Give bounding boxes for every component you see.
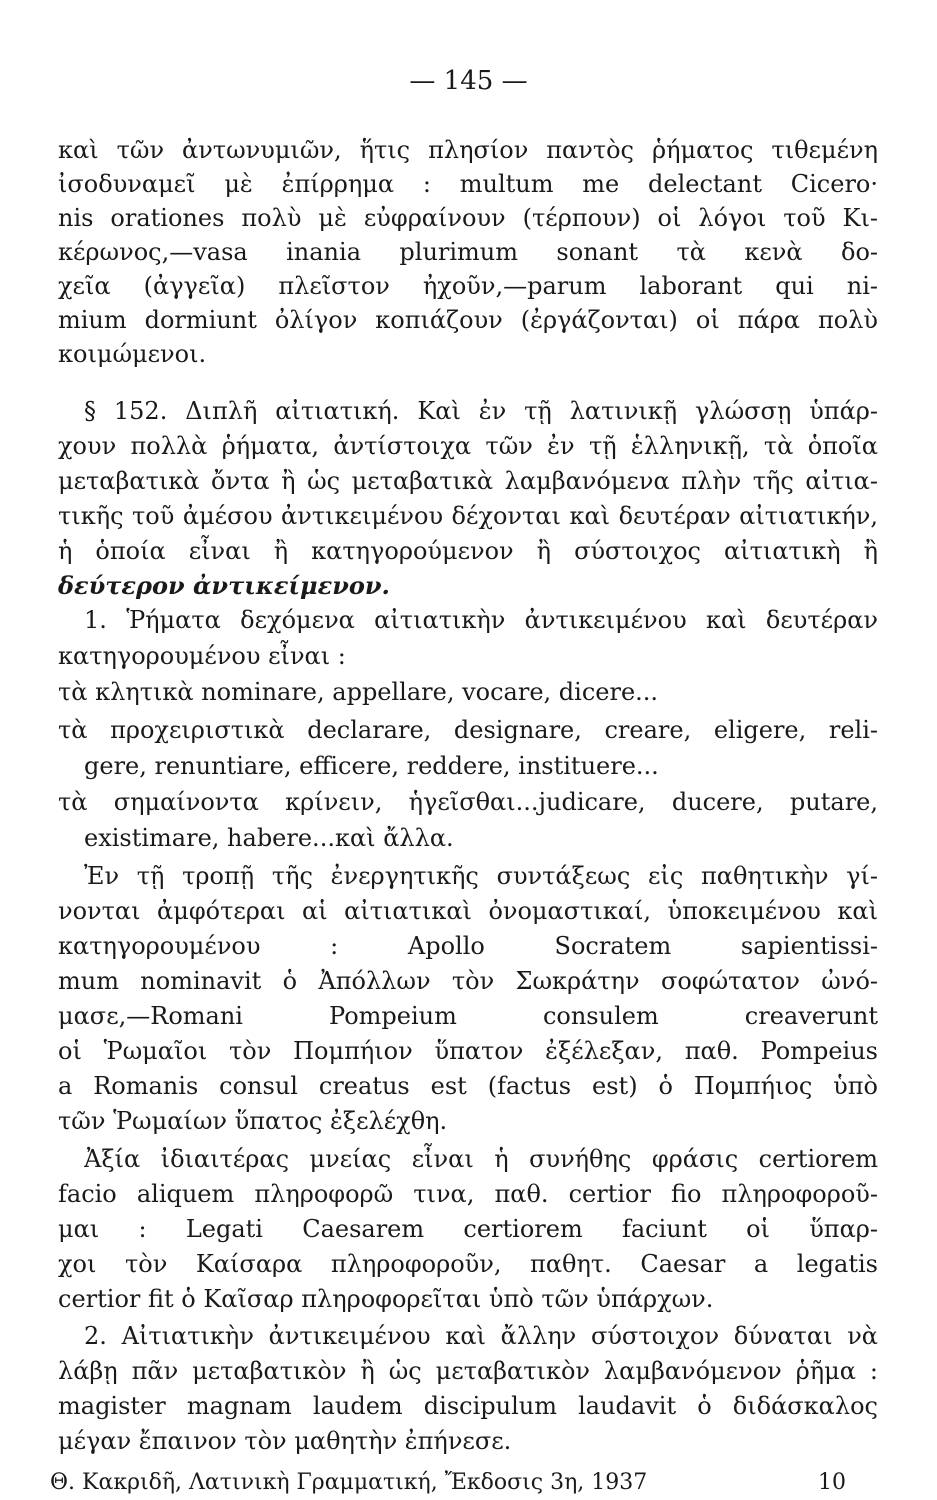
text-line: τὰ σημαίνοντα κρίνειν, ἡγεῖσθαι...judicare, ducere, putare, bbox=[58, 788, 878, 816]
text-line: gere, renuntiare, efficere, reddere, instituere... bbox=[84, 752, 659, 780]
text-line: χεῖα (ἀγγεῖα) πλεῖστον ἠχοῦν,—parum laborant qui ni- bbox=[58, 272, 878, 300]
text-line: facio aliquem πληροφορῶ τινα, παθ. certior fio πληροφοροῦ- bbox=[58, 1180, 878, 1208]
text-line: οἱ Ῥωμαῖοι τὸν Πομπήιον ὕπατον ἐξέλεξαν, παθ. Pompeius bbox=[58, 1037, 878, 1065]
text-line: χοι τὸν Καίσαρα πληροφοροῦν, παθητ. Caesar a legatis bbox=[58, 1250, 878, 1278]
text-line: κατηγορουμένου εἶναι : bbox=[58, 642, 346, 670]
text-line: τὰ κλητικὰ nominare, appellare, vocare, dicere... bbox=[58, 678, 659, 706]
text-line: κέρωνος,—vasa inania plurimum sonant τὰ κενὰ δο- bbox=[58, 238, 878, 266]
text-line: χουν πολλὰ ῥήματα, ἀντίστοιχα τῶν ἐν τῇ ἑλληνικῇ, τὰ ὁποῖα bbox=[58, 432, 878, 460]
text-line: καὶ τῶν ἀντωνυμιῶν, ἥτις πλησίον παντὸς ῥήματος τιθεμένη bbox=[58, 136, 878, 164]
text-line: δεύτερον ἀντικείμενον. bbox=[58, 571, 390, 600]
text-line: τῶν Ῥωμαίων ὕπατος ἐξελέχθη. bbox=[58, 1107, 448, 1135]
text-line: Ἐν τῇ τροπῇ τῆς ἐνεργητικῆς συντάξεως εἰς παθητικὴν γί- bbox=[84, 862, 878, 890]
text-line: 2. Αἰτιατικὴν ἀντικειμένου καὶ ἄλλην σύστοιχον δύναται νὰ bbox=[84, 1322, 878, 1350]
text-line: μεταβατικὰ ὄντα ἢ ὡς μεταβατικὰ λαμβανόμενα πλὴν τῆς αἰτια- bbox=[58, 467, 878, 495]
text-line: nis orationes πολὺ μὲ εὐφραίνουν (τέρπουν) οἱ λόγοι τοῦ Κι- bbox=[58, 204, 878, 232]
text-line: μασε,—Romani Pompeium consulem creaverunt bbox=[58, 1002, 878, 1030]
text-line: ἡ ὁποία εἶναι ἢ κατηγορούμενον ἢ σύστοιχος αἰτιατικὴ ἢ bbox=[58, 537, 878, 565]
text-line: λάβῃ πᾶν μεταβατικὸν ἢ ὡς μεταβατικὸν λαμβανόμενον ῥῆμα : bbox=[58, 1357, 878, 1385]
text-line: ἰσοδυναμεῖ μὲ ἐπίρρημα : multum me delectant Cicero· bbox=[58, 170, 878, 198]
text-line: κατηγορουμένου : Apollo Socratem sapientissi- bbox=[58, 932, 878, 960]
text-line: Ἀξία ἰδιαιτέρας μνείας εἶναι ἡ συνήθης φράσις certiorem bbox=[84, 1145, 878, 1173]
text-line: mum nominavit ὁ Ἀπόλλων τὸν Σωκράτην σοφώτατον ὠνό- bbox=[58, 967, 878, 995]
text-line: a Romanis consul creatus est (factus est) ὁ Πομπήιος ὑπὸ bbox=[58, 1072, 878, 1100]
text-line: νονται ἀμφότεραι αἱ αἰτιατικαὶ ὀνομαστικαί, ὑποκειμένου καὶ bbox=[58, 897, 878, 925]
text-line: certior fit ὁ Καῖσαρ πληροφορεῖται ὑπὸ τῶν ὑπάρχων. bbox=[58, 1285, 714, 1313]
text-line: 1. Ῥήματα δεχόμενα αἰτιατικὴν ἀντικειμένου καὶ δευτέραν bbox=[84, 606, 878, 634]
text-line: τὰ προχειριστικὰ declarare, designare, creare, eligere, reli- bbox=[58, 716, 878, 744]
signature-number: 10 bbox=[818, 1470, 846, 1495]
footer-note: Θ. Κακριδῆ, Λατινικὴ Γραμματική, Ἔκδοσις 3η, 1937 bbox=[50, 1470, 648, 1495]
text-line: existimare, habere...καὶ ἄλλα. bbox=[84, 824, 454, 852]
text-line: mium dormiunt ὀλίγον κοπιάζουν (ἐργάζονται) οἱ πάρα πολὺ bbox=[58, 306, 878, 334]
text-line: τικῆς τοῦ ἀμέσου ἀντικειμένου δέχονται καὶ δευτέραν αἰτιατικήν, bbox=[58, 502, 878, 530]
text-line: μέγαν ἔπαινον τὸν μαθητὴν ἐπήνεσε. bbox=[58, 1427, 512, 1455]
page-number: — 145 — bbox=[409, 66, 528, 96]
text-line: κοιμώμενοι. bbox=[58, 340, 207, 368]
text-line: magister magnam laudem discipulum laudavit ὁ διδάσκαλος bbox=[58, 1392, 878, 1420]
text-line: μαι : Legati Caesarem certiorem faciunt οἱ ὕπαρ- bbox=[58, 1215, 878, 1243]
section-heading-line: § 152. Διπλῆ αἰτιατική. Καὶ ἐν τῇ λατινικῇ γλώσσῃ ὑπάρ- bbox=[84, 397, 878, 425]
